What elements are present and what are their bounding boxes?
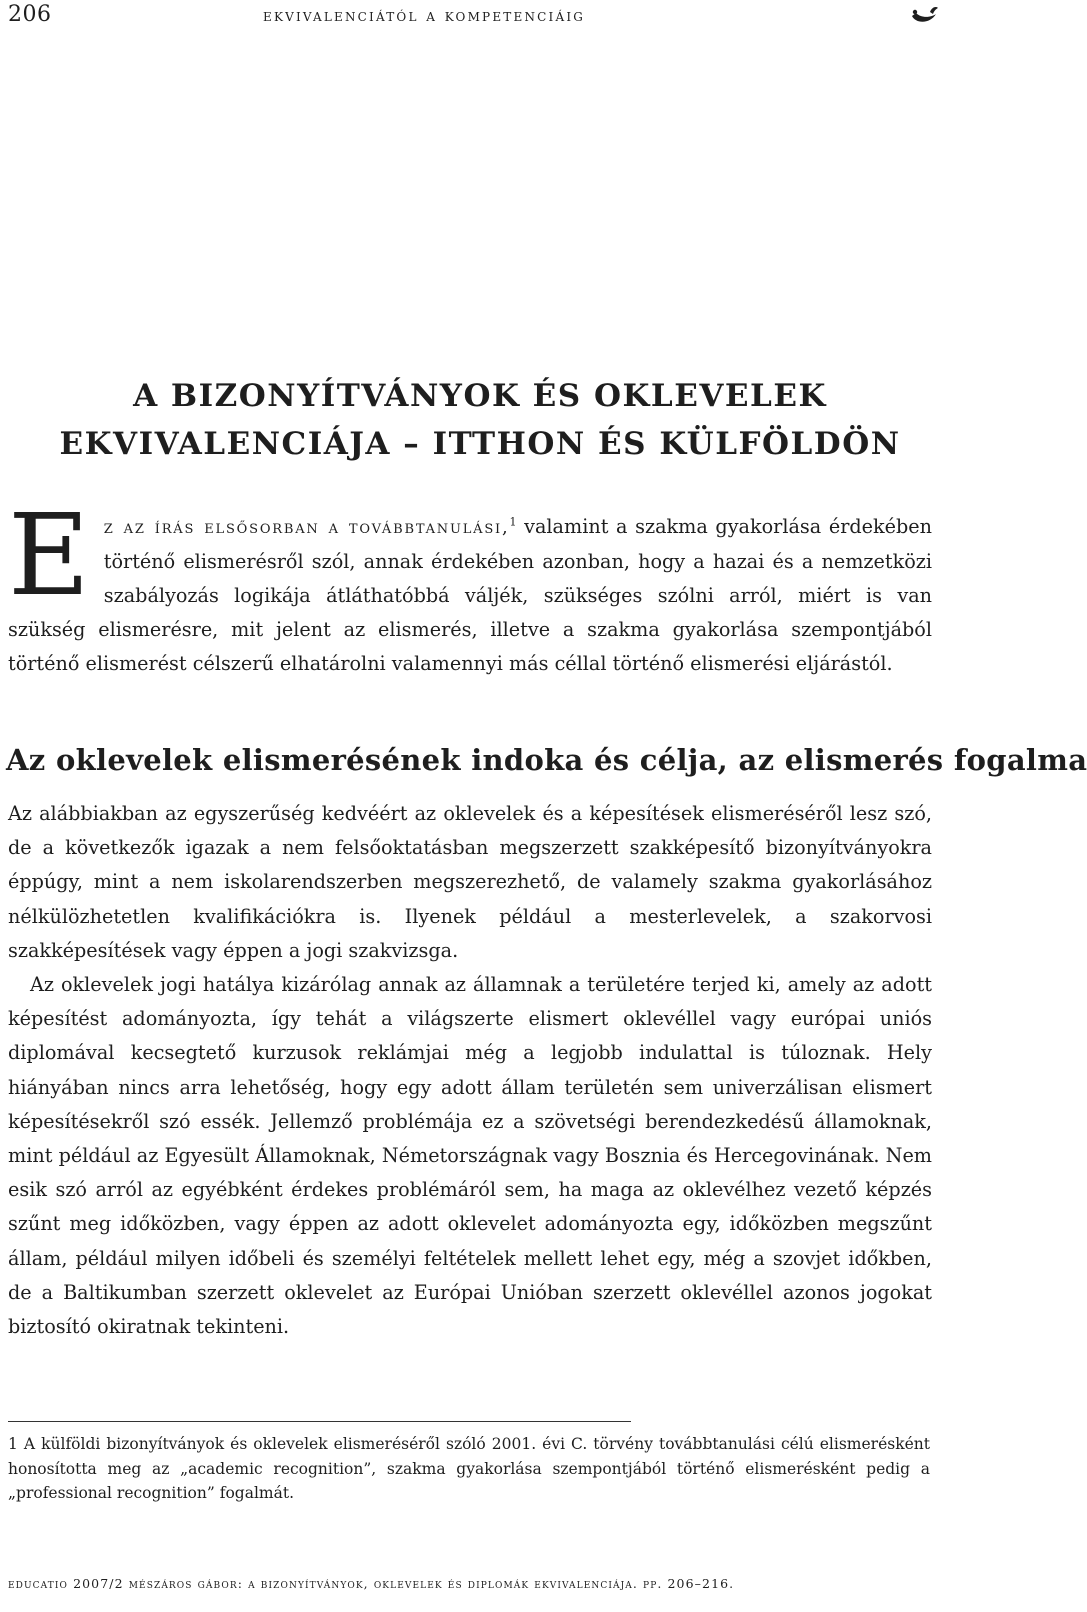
footnote-text: A külföldi bizonyítványok és oklevelek elismeréséről szóló 2001. évi C. törvény továbbtanulási célú elismerésként honosította meg az „academic recognition”, szakma gyakorlása szempontjából történő elismerésként pedig a „professional recognition” fogalmát.: [8, 1435, 930, 1502]
intro-paragraph: [8, 491, 932, 681]
footnote-reference[interactable]: 1: [509, 515, 517, 529]
running-head: [8, 2, 940, 30]
footnote-divider: [8, 1421, 631, 1422]
article-title-line-2: EKVIVALENCIÁJA – ITTHON ÉS KÜLFÖLDÖN: [59, 426, 901, 462]
lead-in-small-caps: z az írás elsősorban a továbbtanulási,: [103, 517, 510, 538]
drop-cap: E: [8, 491, 90, 621]
footnote-number: 1: [8, 1435, 18, 1453]
article-title: [0, 372, 960, 468]
section-body: [8, 797, 932, 1344]
pepper-ornament-icon: [908, 4, 940, 26]
body-paragraph-2: Az oklevelek jogi hatálya kizárólag annak az államnak a területére terjed ki, amely az adott képesítést adományozta, így tehát a világszerte elismert oklevéllel vagy európai uniós diplomával kecsegtető kurzusok reklámjai még a legjobb indulattal is túloznak. Hely hiányában nincs arra lehetőség, hogy egy adott állam területén sem univerzálisan elismert képesítésekről szó essék. Jellemző problémája ez a szövetségi berendezkedésű államoknak, mint például az Egyesült Államoknak, Németországnak vagy Bosznia és Hercegovinának. Nem esik szó arról az egyébként érdekes problémáról sem, ha maga az oklevélhez vezető képzés szűnt meg időközben, vagy éppen az adott oklevelet adományozta egy, időközben megszűnt állam, például milyen időbeli és személyi feltételek mellett lehet egy, még a szovjet időkben, de a Baltikumban szerzett oklevelet az Európai Unióban szerzett oklevéllel azonos jogokat biztosító okiratnak tekinteni.: [8, 973, 932, 1339]
intro-text: valamint a szakma gyakorlása érdekében történő elismerésről szól, annak érdekében azonban, hogy a hazai és a nemzetközi szabályozás logikája átláthatóbbá váljék, szükséges szólni arról, miért is van szükség elismerésre, mit jelent az elismerés, illetve a szakma gyakorlása szempontjából történő elismerést célszerű elhatárolni valamennyi más céllal történő elismerési eljárástól.: [8, 515, 932, 675]
running-title: ekvivalenciától a kompetenciáig: [263, 6, 586, 26]
page-footer-citation: educatio 2007/2 mészáros gábor: a bizonyítványok, oklevelek és diplomák ekvivalenciája. pp. 206–216.: [8, 1576, 735, 1591]
section-heading: Az oklevelek elismerésének indoka és célja, az elismerés fogalma: [6, 743, 1087, 777]
page-number: 206: [8, 2, 52, 27]
article-title-line-1: A BIZONYÍTVÁNYOK ÉS OKLEVELEK: [133, 378, 827, 414]
body-paragraph-1: Az alábbiakban az egyszerűség kedvéért az oklevelek és a képesítések elismeréséről lesz szó, de a következők igazak a nem felsőoktatásban megszerzett szakképesítő bizonyítványokra éppúgy, mint a nem iskolarendszerben megszerezhető, de valamely szakma gyakorlásához nélkülözhetetlen kvalifikációkra is. Ilyenek például a mesterlevelek, a szakorvosi szakképesítések vagy éppen a jogi szakvizsga.: [8, 802, 932, 962]
footnote: [8, 1432, 930, 1506]
